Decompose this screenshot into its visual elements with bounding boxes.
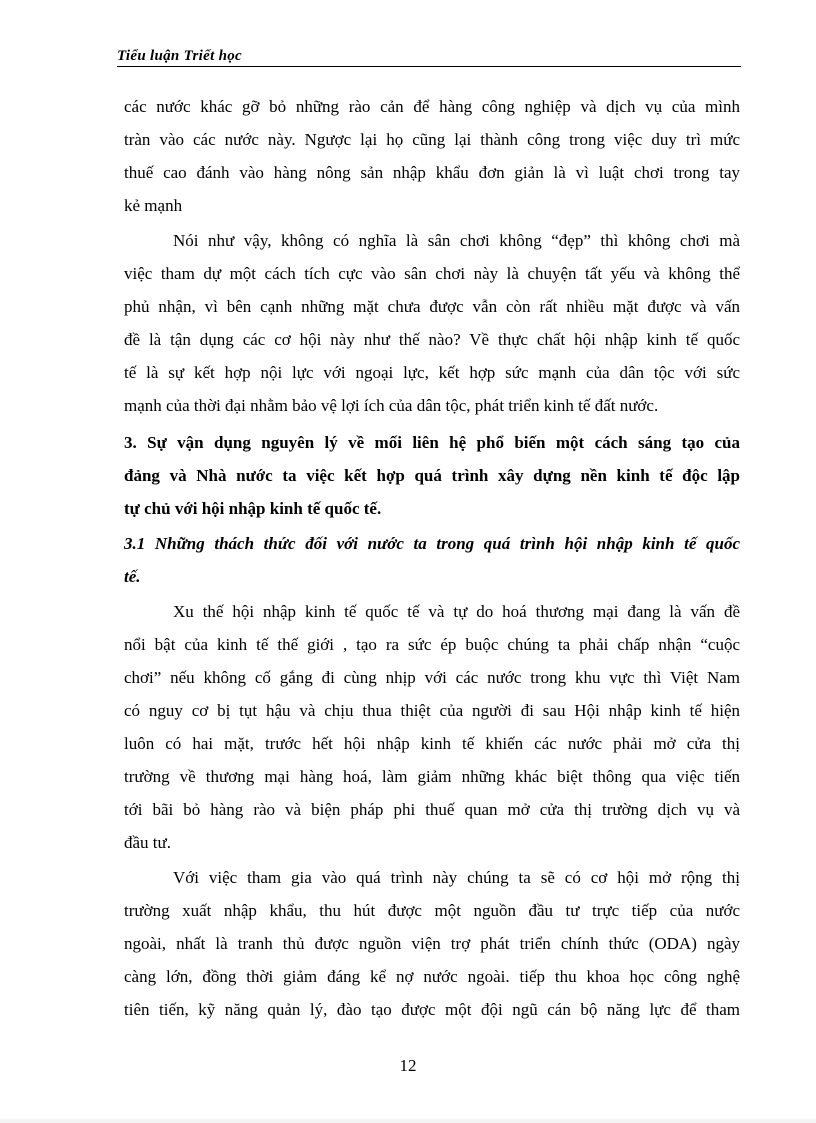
text-line: Nói như vậy, không có nghĩa là sân chơi không “đẹp” thì không chơi mà xyxy=(173,231,740,250)
text-line: thuế cao đánh vào hàng nông sản nhập khẩu đơn giản là vì luật chơi trong tay xyxy=(124,163,740,182)
text-line: phủ nhận, vì bên cạnh những mặt chưa được vẫn còn rất nhiều mặt được và vấn xyxy=(124,297,740,316)
text-line: có nguy cơ bị tụt hậu và chịu thua thiệt của người đi sau Hội nhập kinh tế hiện xyxy=(124,701,740,720)
paragraph-4 xyxy=(124,861,740,1026)
text-line: nổi bật của kinh tế thế giới , tạo ra sức ép buộc chúng ta phải chấp nhận “cuộc xyxy=(124,635,740,654)
text-line: ngoài, nhất là tranh thủ được nguồn viện trợ phát triển chính thức (ODA) ngày xyxy=(124,934,740,953)
text-line: đề là tận dụng các cơ hội này như thế nào? Về thực chất hội nhập kinh tế quốc xyxy=(124,330,740,349)
text-line: tràn vào các nước này. Ngược lại họ cũng lại thành công trong việc duy trì mức xyxy=(124,130,740,149)
paragraph-1 xyxy=(124,90,740,222)
text-line: tiên tiến, kỹ năng quản lý, đào tạo được một đội ngũ cán bộ năng lực để tham xyxy=(124,1000,740,1019)
paragraph-2 xyxy=(124,224,740,422)
text-line: đầu tư. xyxy=(124,833,171,852)
heading-line: 3. Sự vận dụng nguyên lý về mối liên hệ phổ biến một cách sáng tạo của xyxy=(124,433,740,452)
text-line: càng lớn, đồng thời giảm đáng kể nợ nước ngoài. tiếp thu khoa học công nghệ xyxy=(124,967,740,986)
text-line: trường về thương mại hàng hoá, làm giảm những khác biệt thông qua việc tiến xyxy=(124,767,740,786)
heading-line: 3.1 Những thách thức đối với nước ta trong quá trình hội nhập kinh tế quốc xyxy=(124,534,740,553)
header-title: Tiểu luận Triết học xyxy=(117,48,243,64)
paragraph-3 xyxy=(124,595,740,859)
text-line: các nước khác gỡ bỏ những rào cản để hàng công nghiệp và dịch vụ của mình xyxy=(124,97,740,116)
text-line: Với việc tham gia vào quá trình này chúng ta sẽ có cơ hội mở rộng thị xyxy=(173,868,740,887)
text-line: tới bãi bỏ hàng rào và biện pháp phi thuế quan mở cửa thị trường dịch vụ và xyxy=(124,800,740,819)
text-line: việc tham dự một cách tích cực vào sân chơi này là chuyện tất yếu và không thể xyxy=(124,264,740,283)
text-line: trường xuất nhập khẩu, thu hút được một nguồn đầu tư trực tiếp của nước xyxy=(124,901,740,920)
page-number: 12 xyxy=(399,1056,417,1075)
text-line: tế là sự kết hợp nội lực với ngoại lực, kết hợp sức mạnh của dân tộc với sức xyxy=(124,363,740,382)
heading-line: tế. xyxy=(124,567,141,586)
page-bottom-edge xyxy=(0,1119,816,1123)
heading-line: tự chủ với hội nhập kinh tế quốc tế. xyxy=(124,499,382,518)
section-heading-3 xyxy=(124,426,740,525)
heading-line: đảng và Nhà nước ta việc kết hợp quá trình xây dựng nền kinh tế độc lập xyxy=(124,466,740,485)
text-line: mạnh của thời đại nhằm bảo vệ lợi ích của dân tộc, phát triển kinh tế đất nước. xyxy=(124,396,659,415)
text-line: luôn có hai mặt, trước hết hội nhập kinh tế khiến các nước phải mở cửa thị xyxy=(124,734,740,753)
text-line: Xu thế hội nhập kinh tế quốc tế và tự do hoá thương mại đang là vấn đề xyxy=(173,602,740,621)
text-line: kẻ mạnh xyxy=(124,196,183,215)
text-line: chơi” nếu không cố gắng đi cùng nhịp với các nước trong khu vực thì Việt Nam xyxy=(124,668,740,687)
page-header xyxy=(117,44,741,67)
body-text xyxy=(124,90,740,1026)
subsection-heading-3-1 xyxy=(124,527,740,593)
